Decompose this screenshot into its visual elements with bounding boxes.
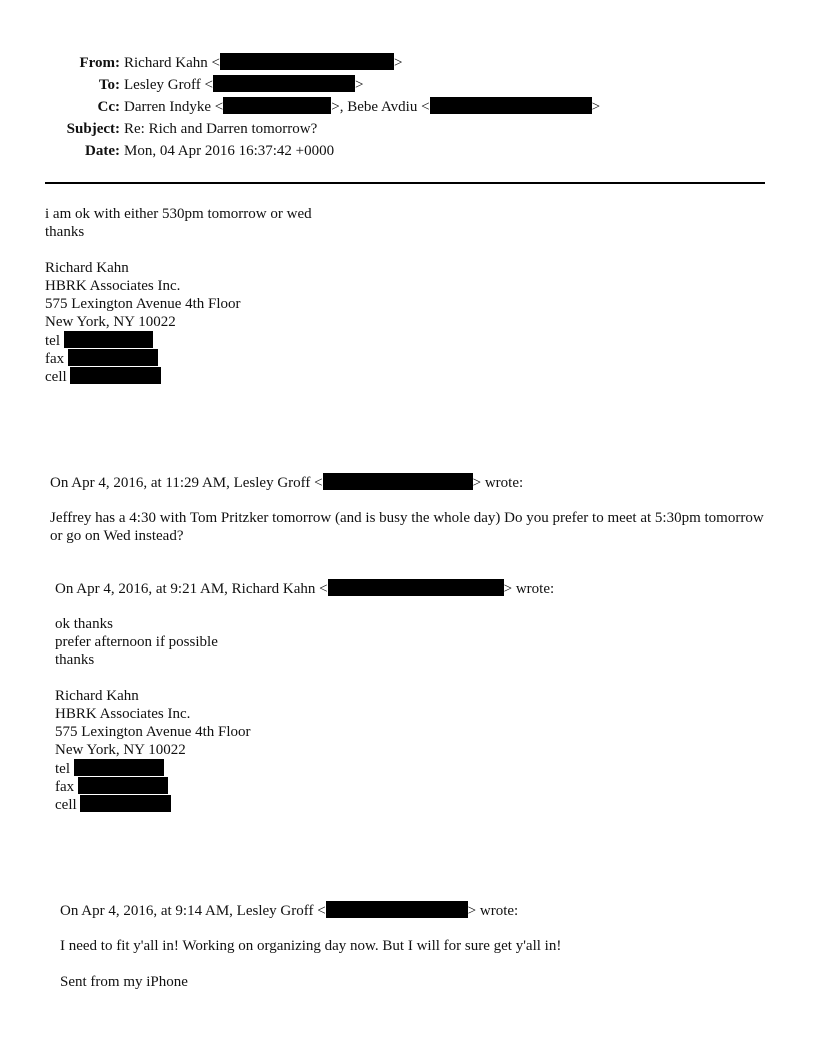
- quote-intro: On Apr 4, 2016, at 9:21 AM, Richard Kahn < > wrote:: [55, 581, 555, 597]
- quote-body: I need to fit y'all in! Working on organizing day now. But I will for sure get y'all in!: [60, 938, 562, 954]
- message-body: i am ok with either 530pm tomorrow or wed thanks Richard Kahn HBRK Associates Inc. 575 Lexington Avenue 4th Floor New York, NY 10022 tel fax cell: [45, 206, 312, 385]
- date-row: [0, 140, 334, 162]
- header-divider: [45, 182, 765, 184]
- redaction-box: [323, 473, 473, 490]
- redaction-box: [74, 759, 164, 776]
- quoted-message: [50, 473, 770, 545]
- quoted-message: [60, 901, 561, 991]
- signature-company: HBRK Associates Inc.: [45, 278, 181, 294]
- signature-company: HBRK Associates Inc.: [55, 706, 191, 722]
- subject-label: Subject:: [66, 121, 120, 137]
- quote-body: Jeffrey has a 4:30 with Tom Pritzker tomorrow (and is busy the whole day) Do you prefer to meet at 5:30pm tomorrow or go on Wed instead?: [50, 510, 764, 544]
- signature-fax: fax: [45, 349, 312, 367]
- signature-tel: tel: [55, 759, 554, 777]
- redaction-box: [64, 331, 153, 348]
- to-name: Lesley Groff <: [124, 77, 213, 93]
- redaction-box: [220, 53, 394, 70]
- redaction-box: [78, 777, 168, 794]
- quote-intro: On Apr 4, 2016, at 11:29 AM, Lesley Groff < > wrote:: [50, 475, 524, 491]
- signature-cell: cell: [45, 367, 312, 385]
- redaction-box: [68, 349, 158, 366]
- cc-row: Cc: Darren Indyke < >, Bebe Avdiu < >: [0, 96, 600, 118]
- signature-address: 575 Lexington Avenue 4th Floor: [55, 724, 251, 740]
- signature-city: New York, NY 10022: [45, 314, 176, 330]
- subject-text: Re: Rich and Darren tomorrow?: [124, 121, 318, 137]
- date-label: Date:: [85, 143, 120, 159]
- signature-fax: fax: [55, 777, 554, 795]
- signature-name: Richard Kahn: [45, 260, 129, 276]
- to-label: To:: [98, 77, 120, 93]
- date-text: Mon, 04 Apr 2016 16:37:42 +0000: [124, 143, 335, 159]
- signature-name: Richard Kahn: [55, 688, 139, 704]
- quote-intro: On Apr 4, 2016, at 9:14 AM, Lesley Groff < > wrote:: [60, 903, 519, 919]
- signature-cell: cell: [55, 795, 554, 813]
- from-row: From: Richard Kahn < >: [0, 52, 402, 74]
- redaction-box: [213, 75, 355, 92]
- to-row: To: Lesley Groff < >: [0, 74, 363, 96]
- cc-name: Darren Indyke <: [124, 99, 224, 115]
- signature-city: New York, NY 10022: [55, 742, 186, 758]
- redaction-box: [80, 795, 171, 812]
- quoted-message: On Apr 4, 2016, at 9:21 AM, Richard Kahn < > wrote: ok thanks prefer afternoon if possible thanks Richard Kahn HBRK Associates Inc. 575 Lexington Avenue 4th Floor New York, NY 10022 tel fax cell: [55, 581, 555, 813]
- cc-label: Cc:: [97, 99, 120, 115]
- subject-row: [0, 118, 317, 140]
- from-name: Richard Kahn <: [124, 55, 220, 71]
- signature-tel: tel: [45, 331, 312, 349]
- redaction-box: [326, 901, 468, 918]
- sent-from-footer: Sent from my iPhone: [60, 974, 188, 990]
- redaction-box: [70, 367, 161, 384]
- redaction-box: [223, 97, 331, 114]
- signature-address: 575 Lexington Avenue 4th Floor: [45, 296, 241, 312]
- redaction-box: [430, 97, 592, 114]
- redaction-box: [328, 579, 504, 596]
- from-label: From:: [79, 55, 120, 71]
